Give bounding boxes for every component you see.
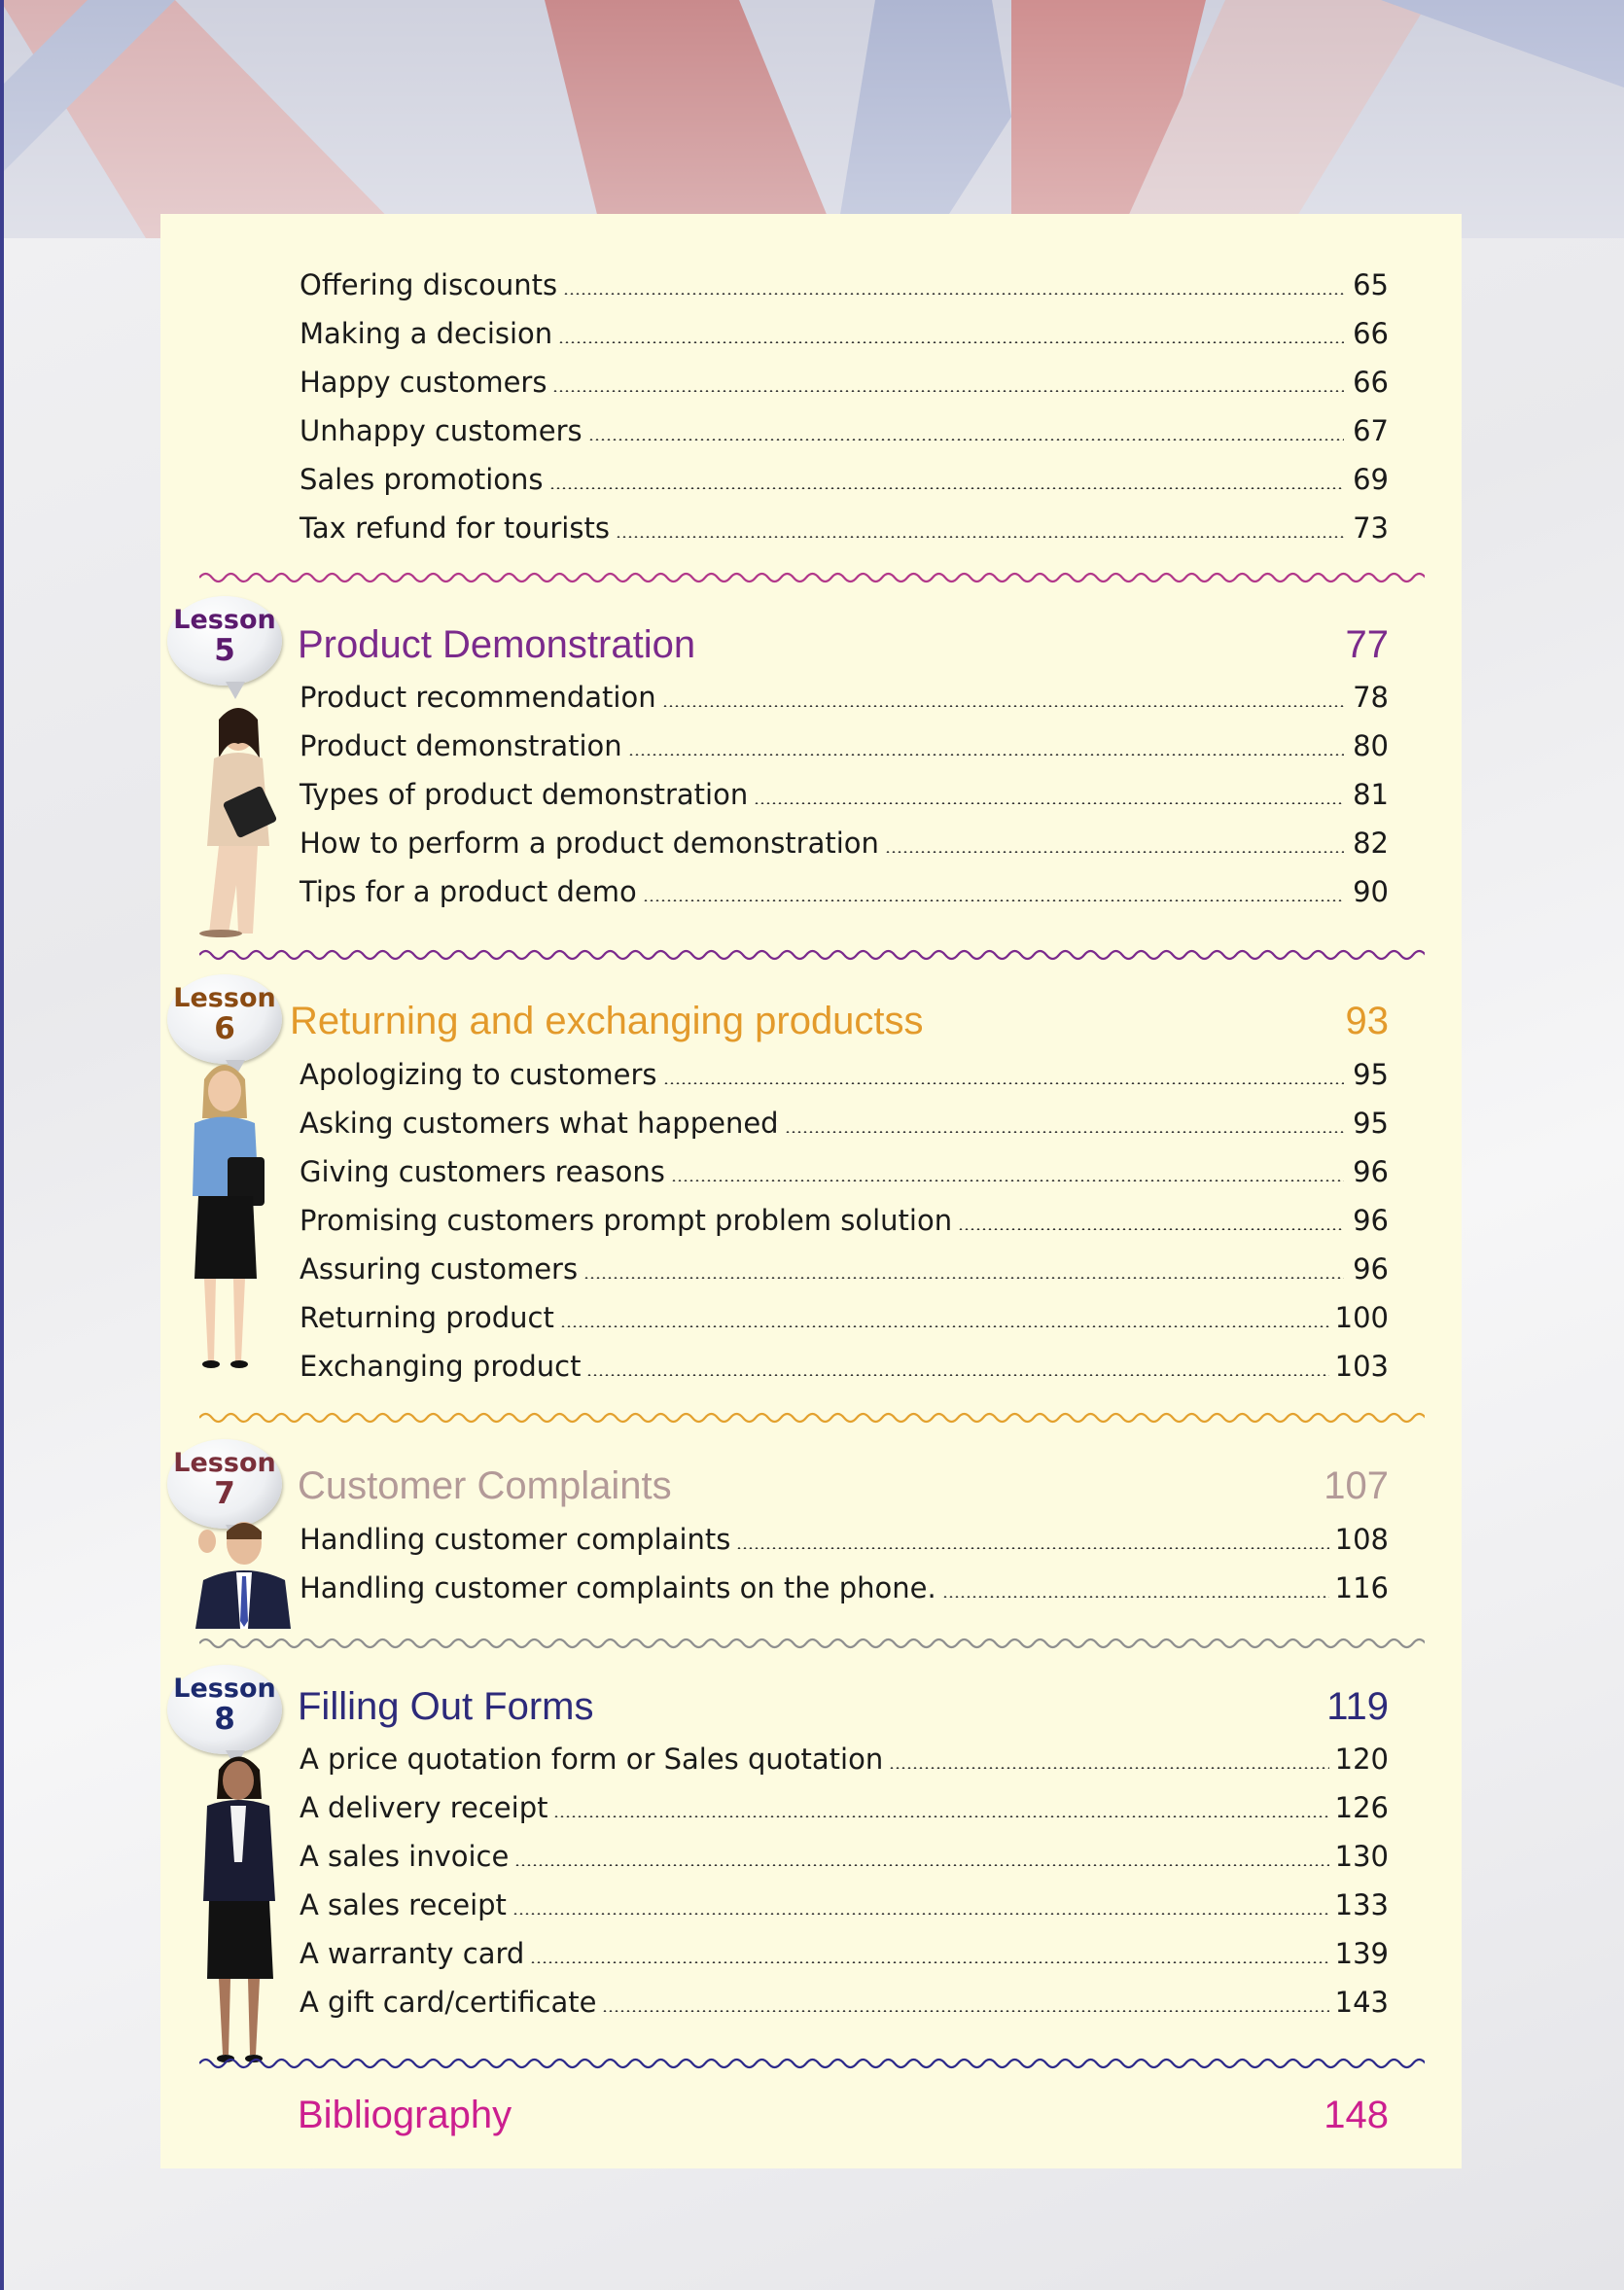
dot-leader — [602, 2010, 1328, 2012]
dot-leader — [549, 487, 1345, 489]
dot-leader — [514, 1864, 1328, 1866]
dot-leader — [643, 899, 1344, 901]
toc-entry-page: 95 — [1353, 1058, 1389, 1091]
toc-entry[interactable] — [300, 1931, 1389, 1970]
dot-leader — [616, 536, 1344, 538]
toc-entry-label: A gift card/certificate — [300, 1986, 597, 2019]
bibliography-heading[interactable] — [298, 2087, 1389, 2137]
dot-leader — [563, 293, 1344, 295]
toc-entry-label: Types of product demonstration — [300, 778, 749, 811]
toc-entry-page: 66 — [1353, 366, 1389, 399]
lesson-badge-number: 6 — [214, 1011, 235, 1046]
toc-entry[interactable] — [300, 821, 1389, 860]
wavy-divider — [199, 1632, 1425, 1655]
toc-entry[interactable] — [300, 1737, 1389, 1776]
toc-entry[interactable] — [300, 1052, 1389, 1091]
toc-entry-label: Handling customer complaints on the phone. — [300, 1571, 936, 1604]
toc-entry-page: 96 — [1353, 1252, 1389, 1286]
lesson-page: 77 — [1345, 623, 1389, 666]
toc-entry-label: Product demonstration — [300, 729, 622, 762]
toc-entry-label: A price quotation form or Sales quotation — [300, 1743, 884, 1776]
wavy-divider — [199, 566, 1425, 589]
dot-leader — [560, 1325, 1329, 1327]
lesson-badge-word: Lesson — [173, 605, 276, 635]
toc-entry[interactable] — [300, 1247, 1389, 1286]
bibliography-page: 148 — [1324, 2094, 1389, 2136]
left-margin-rule — [0, 0, 4, 2290]
toc-entry-label: Apologizing to customers — [300, 1058, 657, 1091]
dot-leader — [583, 1277, 1344, 1279]
lesson-badge-word: Lesson — [173, 983, 276, 1013]
dot-leader — [889, 1767, 1328, 1769]
toc-entry[interactable] — [300, 1785, 1389, 1824]
lesson-badge-number: 5 — [214, 633, 235, 668]
toc-entry[interactable] — [300, 311, 1389, 350]
bibliography-title: Bibliography — [298, 2094, 512, 2136]
toc-entry-label: A sales invoice — [300, 1840, 510, 1873]
toc-entry-label: Promising customers prompt problem solution — [300, 1204, 953, 1237]
toc-entry[interactable] — [300, 1198, 1389, 1237]
toc-entry-label: Unhappy customers — [300, 414, 583, 447]
toc-entry-label: A delivery receipt — [300, 1791, 548, 1824]
toc-entry-page: 130 — [1334, 1840, 1389, 1873]
saleswoman-figure — [180, 700, 297, 938]
toc-entry[interactable] — [300, 1566, 1389, 1604]
dot-leader — [586, 1374, 1328, 1376]
dot-leader — [628, 754, 1344, 756]
dot-leader — [588, 439, 1344, 440]
dot-leader — [552, 390, 1344, 392]
toc-entry-page: 103 — [1334, 1350, 1389, 1383]
toc-entry-label: A sales receipt — [300, 1888, 507, 1921]
toc-entry[interactable] — [300, 869, 1389, 908]
toc-entry-page: 67 — [1353, 414, 1389, 447]
lesson-badge-word: Lesson — [173, 1448, 276, 1478]
lesson-heading[interactable] — [298, 1458, 1389, 1508]
lesson-title: Filling Out Forms — [298, 1685, 594, 1728]
toc-entry-page: 95 — [1353, 1107, 1389, 1140]
toc-entry-page: 108 — [1334, 1523, 1389, 1556]
toc-entry[interactable] — [300, 675, 1389, 714]
toc-entry-page: 143 — [1334, 1986, 1389, 2019]
wavy-divider — [199, 2052, 1425, 2075]
dot-leader — [512, 1913, 1329, 1915]
toc-entry-page: 80 — [1353, 729, 1389, 762]
lesson-title: Customer Complaints — [298, 1464, 672, 1507]
dot-leader — [958, 1228, 1344, 1230]
businessman-figure — [190, 1512, 292, 1629]
toc-entry[interactable] — [300, 1101, 1389, 1140]
toc-entry-page: 126 — [1334, 1791, 1389, 1824]
toc-entry-label: Asking customers what happened — [300, 1107, 779, 1140]
toc-entry[interactable] — [300, 506, 1389, 545]
toc-entry-page: 65 — [1353, 268, 1389, 301]
wavy-divider — [199, 943, 1425, 967]
toc-entry-label: Giving customers reasons — [300, 1155, 665, 1188]
toc-entry-label: Tips for a product demo — [300, 875, 637, 908]
toc-entry-label: Tax refund for tourists — [300, 511, 610, 545]
dot-leader — [671, 1180, 1344, 1181]
lesson-heading[interactable] — [298, 617, 1389, 667]
toc-entry-page: 78 — [1353, 681, 1389, 714]
lesson-heading[interactable] — [298, 1678, 1389, 1729]
toc-entry[interactable] — [300, 1834, 1389, 1873]
toc-entry-label: Product recommendation — [300, 681, 656, 714]
businesswoman-figure — [165, 1050, 282, 1376]
toc-entry-page: 100 — [1334, 1301, 1389, 1334]
dot-leader — [530, 1961, 1328, 1963]
dot-leader — [754, 802, 1344, 804]
toc-entry[interactable] — [300, 1980, 1389, 2019]
toc-entry[interactable] — [300, 360, 1389, 399]
toc-entry[interactable] — [300, 772, 1389, 811]
lesson-page: 119 — [1326, 1685, 1389, 1728]
toc-entry-label: Happy customers — [300, 366, 547, 399]
toc-entry-label: Returning product — [300, 1301, 554, 1334]
lesson-title: Product Demonstration — [298, 623, 696, 666]
lesson-title: Returning and exchanging productss — [290, 1000, 924, 1042]
toc-entry[interactable] — [300, 1149, 1389, 1188]
toc-entry-label: Sales promotions — [300, 463, 544, 496]
toc-entry-label: How to perform a product demonstration — [300, 827, 879, 860]
toc-entry-page: 116 — [1334, 1571, 1389, 1604]
toc-entry-page: 82 — [1353, 827, 1389, 860]
toc-entry-page: 81 — [1353, 778, 1389, 811]
lesson-badge-number: 8 — [214, 1702, 235, 1737]
lesson-page: 107 — [1324, 1464, 1389, 1507]
toc-entry[interactable] — [300, 1344, 1389, 1383]
lesson-page: 93 — [1345, 1000, 1389, 1042]
toc-entry-label: Exchanging product — [300, 1350, 582, 1383]
toc-entry[interactable] — [300, 1517, 1389, 1556]
toc-entry[interactable] — [300, 723, 1389, 762]
toc-entry[interactable] — [300, 263, 1389, 301]
dot-leader — [662, 705, 1344, 707]
toc-entry-page: 90 — [1353, 875, 1389, 908]
toc-entry-page: 66 — [1353, 317, 1389, 350]
dot-leader — [736, 1547, 1328, 1549]
toc-entry-label: A warranty card — [300, 1937, 525, 1970]
toc-entry-page: 96 — [1353, 1204, 1389, 1237]
lesson-heading[interactable] — [290, 993, 1389, 1043]
dot-leader — [785, 1131, 1344, 1133]
toc-entry-page: 96 — [1353, 1155, 1389, 1188]
toc-entry[interactable] — [300, 457, 1389, 496]
toc-entry[interactable] — [300, 1883, 1389, 1921]
businesswoman-phone-figure — [180, 1745, 297, 2066]
toc-entry-label: Assuring customers — [300, 1252, 579, 1286]
dot-leader — [553, 1815, 1328, 1817]
toc-entry[interactable] — [300, 408, 1389, 447]
toc-entry-page: 139 — [1334, 1937, 1389, 1970]
dot-leader — [558, 341, 1344, 343]
header-flag-banner — [0, 0, 1624, 238]
toc-entry-label: Handling customer complaints — [300, 1523, 731, 1556]
dot-leader — [942, 1596, 1329, 1598]
toc-entry-page: 73 — [1353, 511, 1389, 545]
toc-entry-page: 120 — [1334, 1743, 1389, 1776]
wavy-divider — [199, 1406, 1425, 1429]
lesson-badge-number: 7 — [214, 1476, 235, 1511]
toc-entry-page: 133 — [1334, 1888, 1389, 1921]
dot-leader — [663, 1082, 1344, 1084]
toc-entry-page: 69 — [1353, 463, 1389, 496]
lesson-badge-word: Lesson — [173, 1673, 276, 1704]
toc-entry-label: Offering discounts — [300, 268, 558, 301]
dot-leader — [885, 851, 1344, 853]
lesson-badge — [167, 596, 282, 686]
lesson-badge — [167, 1665, 282, 1754]
toc-entry-label: Making a decision — [300, 317, 553, 350]
toc-entry[interactable] — [300, 1295, 1389, 1334]
